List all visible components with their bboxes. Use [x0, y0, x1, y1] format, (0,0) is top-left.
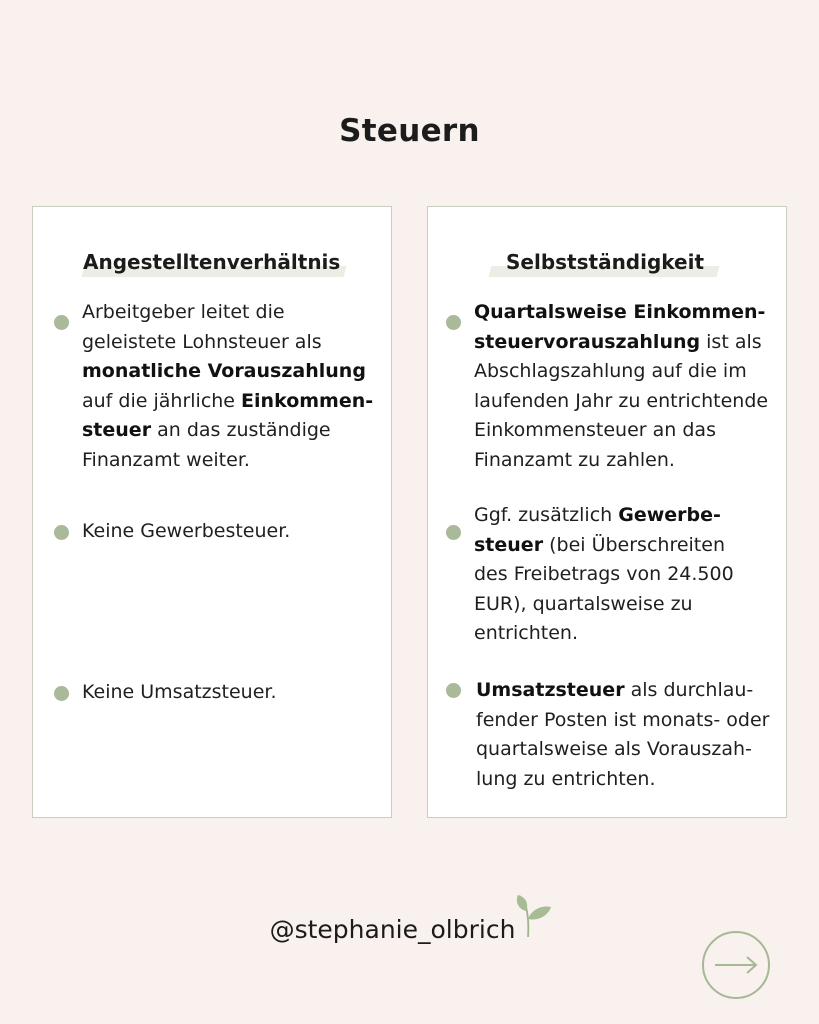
item-line: Finanzamt zu zahlen. [474, 448, 675, 471]
item-line: Keine Gewerbesteuer. [82, 520, 291, 542]
list-item [82, 517, 290, 547]
list-item [474, 501, 734, 649]
list-item [474, 298, 768, 476]
leaf-icon [516, 893, 554, 937]
item-line: laufenden Jahr zu entrichtende [474, 389, 769, 412]
card-heading-employment [83, 247, 340, 277]
item-line: steuer (bei Überschreiten [474, 533, 725, 556]
item-line: EUR), quartalsweise zu [474, 592, 693, 615]
item-line: steuer an das zuständige [82, 419, 331, 442]
item-line: auf die jährliche Einkommen- [82, 389, 374, 412]
item-line: des Freibetrags von 24.500 [474, 563, 734, 586]
bullet-dot [54, 525, 69, 540]
page-title: Steuern [339, 113, 480, 149]
card-heading-self-employment [506, 247, 704, 277]
arrow-right-icon [713, 955, 759, 975]
item-line: Keine Umsatzsteuer. [82, 681, 277, 703]
list-item [476, 676, 769, 794]
bullet-dot [54, 686, 69, 701]
bullet-dot [446, 315, 461, 330]
item-line: Abschlagszahlung auf die im [474, 360, 747, 383]
bullet-dot [446, 683, 461, 698]
item-line: steuervorauszahlung ist als [474, 330, 762, 353]
heading-text: Angestelltenverhältnis [83, 250, 341, 274]
item-line: monatliche Vorauszahlung [82, 360, 366, 383]
bullet-dot [54, 315, 69, 330]
item-line: quartalsweise als Vorauszah- [476, 738, 752, 761]
item-line: Finanzamt weiter. [82, 448, 250, 471]
item-line: Umsatzsteuer als durchlau- [476, 679, 754, 701]
item-line: Einkommensteuer an das [474, 419, 716, 442]
bullet-dot [446, 525, 461, 540]
next-arrow-button[interactable] [702, 931, 770, 999]
list-item [82, 678, 277, 708]
item-line: Arbeitgeber leitet die [82, 301, 285, 323]
card-self-employment [427, 206, 787, 818]
card-employment [32, 206, 392, 818]
item-line: Quartalsweise Einkommen- [474, 301, 766, 323]
item-line: lung zu entrichten. [476, 767, 656, 790]
item-line: Ggf. zusätzlich Gewerbe- [474, 504, 721, 526]
item-line: geleistete Lohnsteuer als [82, 330, 322, 353]
list-item [82, 298, 373, 476]
author-handle[interactable]: @stephanie_olbrich [269, 915, 516, 944]
item-line: entrichten. [474, 622, 578, 645]
item-line: fender Posten ist monats- oder [476, 708, 770, 731]
heading-text: Selbstständigkeit [506, 250, 705, 274]
